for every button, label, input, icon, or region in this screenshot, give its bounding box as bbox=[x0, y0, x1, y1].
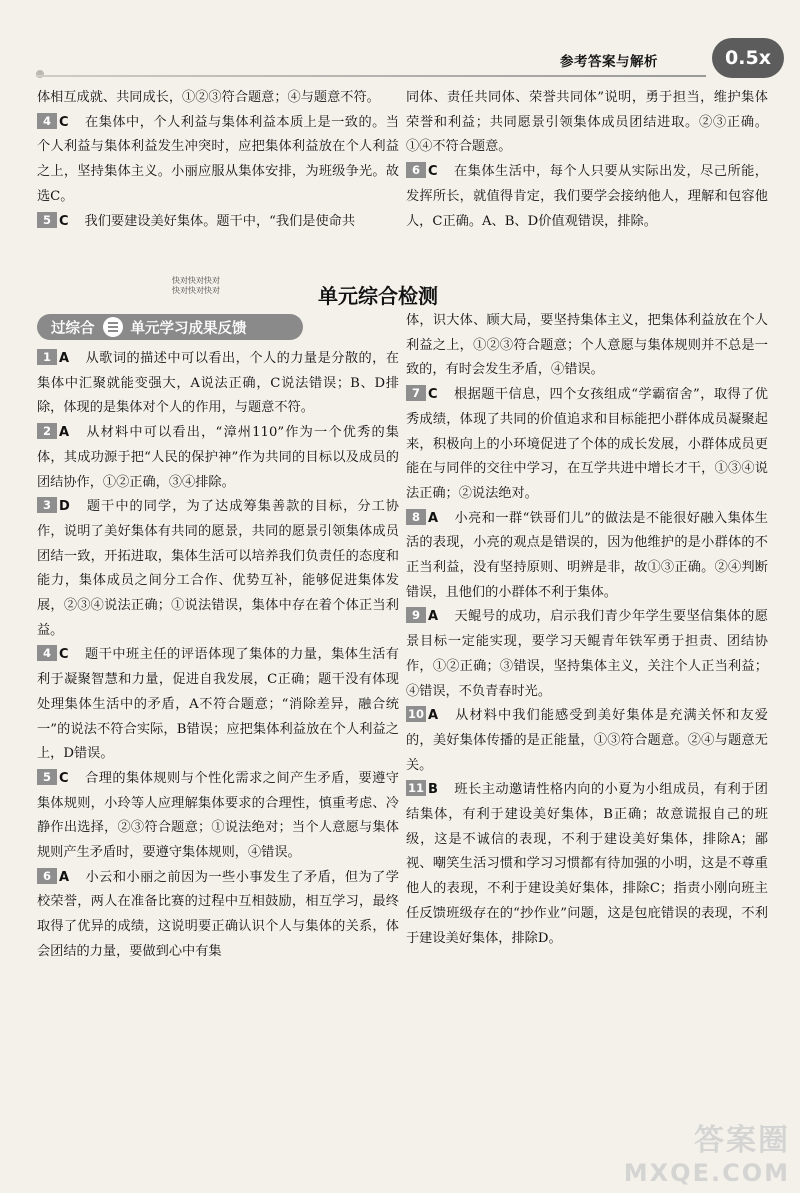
page-header bbox=[0, 0, 800, 80]
answer-item bbox=[37, 767, 399, 866]
question-number: 1 bbox=[37, 349, 57, 365]
answer-letter: A bbox=[59, 869, 70, 885]
answer-item bbox=[37, 347, 399, 421]
answer-letter: C bbox=[428, 164, 438, 180]
header-label: 参考答案与解析 bbox=[560, 54, 658, 70]
answer-item bbox=[406, 704, 768, 778]
answer-item bbox=[406, 160, 768, 234]
left-column bbox=[37, 347, 399, 965]
answer-letter: A bbox=[428, 708, 439, 724]
answer-letter: A bbox=[428, 609, 439, 625]
answer-item bbox=[406, 605, 768, 704]
answer-explanation: 在集体生活中，每个人只要从实际出发，尽己所能，发挥所长，就值得肯定，我们要学会接纳他人，理解和包容他人，C正确。A、B、D价值观错误，排除。 bbox=[406, 164, 768, 229]
answer-explanation: 小云和小丽之前因为一些小事发生了矛盾，但为了学校荣誉，两人在准备比赛的过程中互相鼓励，相互学习，最终取得了优异的成绩，这说明要正确认识个人与集体的关系，体会团结的力量，要做到心中有集 bbox=[37, 869, 399, 959]
watermark bbox=[624, 1125, 790, 1189]
top-left-lead: 体相互成就、共同成长，①②③符合题意；④与题意不符。 bbox=[37, 90, 380, 105]
pill-right-label: 单元学习成果反馈 bbox=[130, 320, 247, 337]
pill-left-label: 过综合 bbox=[51, 320, 95, 337]
answer-explanation: 天鲲号的成功，启示我们青少年学生要坚信集体的愿景目标一定能实现，要学习天鲲青年铁军勇于担责、团结协作，①②正确；③错误，坚持集体主义，关注个人正当利益；④错误，不负青春时光。 bbox=[406, 609, 768, 699]
right-lead: 体，识大体、顾大局，要坚持集体主义，把集体利益放在个人利益之上，①②③符合题意；个人意愿与集体规则并不总是一致的，有时会发生矛盾，④错误。 bbox=[406, 313, 768, 378]
answer-explanation: 我们要建设美好集体。题干中，“我们是使命共 bbox=[84, 213, 356, 229]
top-right-column bbox=[406, 86, 768, 234]
question-number: 9 bbox=[406, 607, 426, 623]
small-note-line: 快对快对快对 bbox=[172, 276, 220, 285]
watermark-line1: 答案圈 bbox=[694, 1123, 790, 1158]
answer-item bbox=[406, 383, 768, 507]
answer-letter: C bbox=[59, 770, 69, 786]
answer-letter: A bbox=[59, 351, 70, 366]
question-number: 8 bbox=[406, 509, 426, 525]
answer-item bbox=[37, 866, 399, 965]
question-number: 6 bbox=[406, 162, 426, 178]
answer-explanation: 从歌词的描述中可以看出，个人的力量是分散的，在集体中汇聚就能变强大，A说法正确，C说法错误；B、D排除，体现的是集体对个人的作用，与题意不符。 bbox=[37, 351, 399, 416]
answer-explanation: 小亮和一群“铁哥们儿”的做法是不能很好融入集体生活的表现，小亮的观点是错误的，因为他维护的是小群体的不正当利益，没有坚持原则、明辨是非，故①③正确。②④判断错误，且他们的小群体不利于集体。 bbox=[406, 510, 768, 600]
right-column bbox=[406, 309, 768, 951]
top-right-lead: 同体、责任共同体、荣誉共同体”说明，勇于担当，维护集体荣誉和利益；共同愿景引领集体成员团结进取。②③正确。①④不符合题意。 bbox=[406, 90, 768, 155]
question-number: 2 bbox=[37, 423, 57, 439]
answer-explanation: 合理的集体规则与个性化需求之间产生矛盾，要遵守集体规则，小玲等人应理解集体要求的合理性，慎重考虑、冷静作出选择，②③符合题意；①说法绝对；当个人意愿与集体规则产生矛盾时，要遵守集体规则，④错误。 bbox=[37, 770, 399, 861]
answer-letter: C bbox=[59, 114, 69, 130]
watermark-line2: MXQE.COM bbox=[623, 1159, 790, 1187]
question-number: 6 bbox=[37, 868, 57, 884]
answer-item bbox=[37, 421, 399, 495]
answer-explanation: 在集体中，个人利益与集体利益本质上是一致的。当个人利益与集体利益发生冲突时，应把集体利益放在个人利益之上，坚持集体主义。小丽应服从集体安排，为班级争光。故选C。 bbox=[37, 114, 399, 204]
answer-letter: C bbox=[428, 387, 438, 403]
small-note bbox=[172, 276, 220, 296]
question-number: 7 bbox=[406, 385, 426, 401]
section-pill bbox=[37, 314, 303, 340]
question-number: 3 bbox=[37, 497, 57, 513]
answer-explanation: 从材料中可以看出，“漳州110”作为一个优秀的集体，其成功源于把“人民的保护神”作为共同的目标以及成员的团结协作，①②正确，③④排除。 bbox=[37, 425, 399, 490]
answer-explanation: 班长主动邀请性格内向的小夏为小组成员，有利于团结集体，有利于建设美好集体，B正确；故意谎报自己的班级，这是不诚信的表现，不利于建设美好集体，排除A；鄙视、嘲笑生活习惯和学习习惯都有待加强的小明，这是不尊重他人的表现，不利于建设美好集体，排除C；指责小刚向班主任反馈班级存在的“抄作业”问题，这是包庇错误的表现，不利于建设美好集体，排除D。 bbox=[406, 782, 768, 946]
header-rule bbox=[36, 75, 706, 77]
answer-item bbox=[406, 507, 768, 606]
question-number: 11 bbox=[408, 781, 425, 796]
answer-item bbox=[37, 111, 399, 210]
answer-item bbox=[37, 210, 399, 235]
answer-letter: D bbox=[59, 499, 70, 515]
question-number: 5 bbox=[37, 212, 57, 228]
answer-letter: A bbox=[428, 510, 439, 526]
answer-letter: C bbox=[59, 647, 69, 663]
list-icon bbox=[103, 317, 123, 337]
answer-explanation: 题干中的同学，为了达成筹集善款的目标，分工协作，说明了美好集体有共同的愿景，共同的愿景引领集体成员团结一致，开拓进取，集体生活可以培养我们负责任的态度和能力，集体成员之间分工合作、优势互补，能够促进集体发展，②③④说法正确；①说法错误，集体中存在着个体正当利益。 bbox=[37, 499, 399, 638]
answer-item bbox=[37, 643, 399, 767]
question-number: 5 bbox=[37, 769, 57, 785]
question-number: 10 bbox=[408, 707, 425, 722]
section-title: 单元综合检测 bbox=[318, 284, 438, 308]
answer-explanation: 题干中班主任的评语体现了集体的力量，集体生活有利于凝聚智慧和力量，促进自我发展，C正确；题干没有体现处理集体生活中的矛盾，A不符合题意；“消除差异，融合统一”的说法不符合实际，B错误；应把集体利益放在个人利益之上，D错误。 bbox=[37, 647, 399, 762]
answer-item bbox=[37, 495, 399, 643]
answer-letter: B bbox=[428, 782, 438, 798]
answer-letter: C bbox=[59, 213, 69, 229]
answer-explanation: 根据题干信息，四个女孩组成“学霸宿舍”，取得了优秀成绩，体现了共同的价值追求和目标能把小群体成员凝聚起来，积极向上的小环境促进了个体的成长发展，小群体成员更能在与同伴的交往中学习，在互学共进中增长才干，①③④说法正确；②说法绝对。 bbox=[406, 387, 768, 501]
speed-badge: 0.5x bbox=[712, 38, 784, 78]
small-note-line: 快对快对快对 bbox=[172, 286, 220, 295]
question-number: 4 bbox=[37, 113, 57, 129]
answer-item bbox=[406, 778, 768, 951]
question-number: 4 bbox=[37, 645, 57, 661]
answer-explanation: 从材料中我们能感受到美好集体是充满关怀和友爱的，美好集体传播的是正能量，①③符合题意。②④与题意无关。 bbox=[406, 708, 768, 773]
answer-letter: A bbox=[59, 425, 70, 441]
top-left-column bbox=[37, 86, 399, 234]
